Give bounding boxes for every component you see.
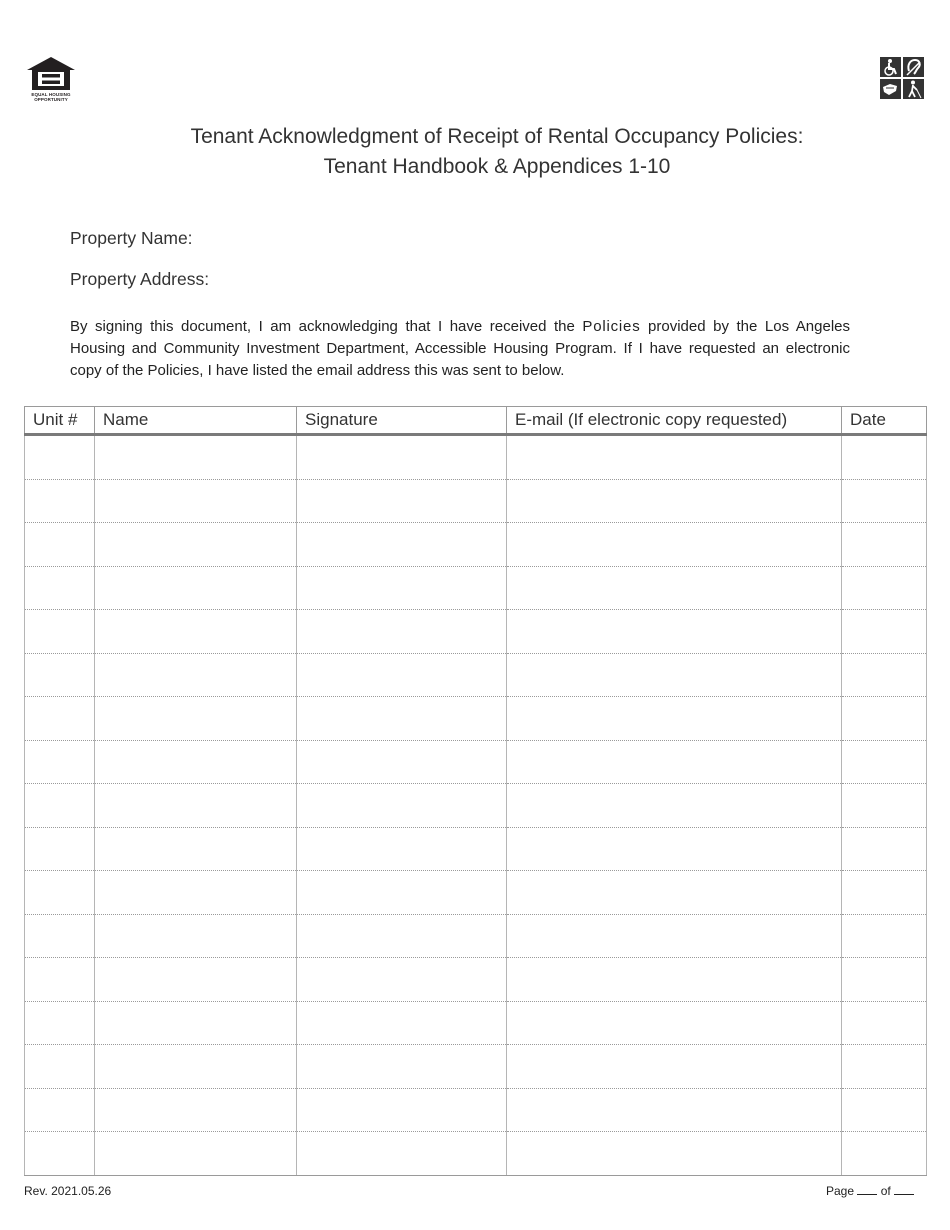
statement-policies-word: Policies [582, 318, 641, 335]
cell-signature[interactable] [297, 784, 507, 828]
revision-label: Rev. 2021.05.26 [24, 1184, 112, 1198]
cell-unit[interactable] [25, 1088, 95, 1132]
cell-unit[interactable] [25, 1132, 95, 1176]
cell-email[interactable] [507, 871, 842, 915]
cell-signature[interactable] [297, 523, 507, 567]
statement-part1: By signing this document, I am acknowledging that I have received the [70, 318, 583, 335]
cell-date[interactable] [842, 914, 927, 958]
table-row [25, 784, 927, 828]
table-row [25, 1088, 927, 1132]
cell-email[interactable] [507, 740, 842, 784]
table-row [25, 523, 927, 567]
table-row [25, 740, 927, 784]
cell-date[interactable] [842, 1132, 927, 1176]
table-row [25, 566, 927, 610]
cell-date[interactable] [842, 784, 927, 828]
cell-unit[interactable] [25, 653, 95, 697]
cell-name[interactable] [95, 914, 297, 958]
cell-unit[interactable] [25, 697, 95, 741]
cell-unit[interactable] [25, 827, 95, 871]
cell-email[interactable] [507, 1045, 842, 1089]
cell-email[interactable] [507, 827, 842, 871]
cell-unit[interactable] [25, 523, 95, 567]
cell-signature[interactable] [297, 566, 507, 610]
acknowledgment-statement [70, 316, 850, 382]
cell-signature[interactable] [297, 610, 507, 654]
cell-email[interactable] [507, 784, 842, 828]
header-date: Date [842, 407, 927, 435]
cell-unit[interactable] [25, 479, 95, 523]
cell-name[interactable] [95, 523, 297, 567]
cell-email[interactable] [507, 1132, 842, 1176]
cell-date[interactable] [842, 566, 927, 610]
table-row [25, 1001, 927, 1045]
cell-signature[interactable] [297, 435, 507, 480]
document-title-line2: Tenant Handbook & Appendices 1-10 [323, 155, 671, 178]
cell-signature[interactable] [297, 914, 507, 958]
cell-date[interactable] [842, 653, 927, 697]
table-row [25, 697, 927, 741]
property-address-label: Property Address: [70, 269, 210, 289]
table-row [25, 871, 927, 915]
cell-email[interactable] [507, 1001, 842, 1045]
cell-date[interactable] [842, 827, 927, 871]
statement-part2: provided by the Los Angeles Housing and Community Investment Department, Accessible Housing Program. If I have requested an electronic copy of the Policies, I have listed the email address this was sent to below. [70, 318, 850, 379]
total-pages-blank[interactable] [894, 1184, 914, 1195]
cell-date[interactable] [842, 479, 927, 523]
cell-email[interactable] [507, 1088, 842, 1132]
cell-email[interactable] [507, 958, 842, 1002]
blind-person-icon [903, 79, 924, 99]
cell-name[interactable] [95, 958, 297, 1002]
table-row [25, 435, 927, 480]
cell-signature[interactable] [297, 958, 507, 1002]
cell-name[interactable] [95, 435, 297, 480]
document-title-line1: Tenant Acknowledgment of Receipt of Rental Occupancy Policies: [190, 125, 804, 148]
cell-name[interactable] [95, 827, 297, 871]
equal-housing-line2: OPPORTUNITY [34, 97, 68, 102]
cell-name[interactable] [95, 1045, 297, 1089]
cell-name[interactable] [95, 740, 297, 784]
accessibility-icons [880, 57, 924, 99]
cell-signature[interactable] [297, 697, 507, 741]
cell-signature[interactable] [297, 1132, 507, 1176]
cell-signature[interactable] [297, 871, 507, 915]
table-row [25, 827, 927, 871]
equal-housing-text [26, 92, 76, 102]
wheelchair-icon [880, 57, 901, 77]
cell-date[interactable] [842, 435, 927, 480]
property-name-label: Property Name: [70, 228, 193, 248]
cell-date[interactable] [842, 871, 927, 915]
page-label: Page [826, 1184, 855, 1198]
cell-signature[interactable] [297, 1001, 507, 1045]
equal-housing-opportunity-logo [26, 56, 76, 104]
cell-unit[interactable] [25, 1045, 95, 1089]
cell-signature[interactable] [297, 1045, 507, 1089]
cell-email[interactable] [507, 914, 842, 958]
cell-name[interactable] [95, 653, 297, 697]
cell-signature[interactable] [297, 653, 507, 697]
table-row [25, 479, 927, 523]
cell-name[interactable] [95, 566, 297, 610]
cell-unit[interactable] [25, 784, 95, 828]
header-email: E-mail (If electronic copy requested) [507, 407, 842, 435]
cell-email[interactable] [507, 479, 842, 523]
sign-language-icon [880, 79, 901, 99]
cell-unit[interactable] [25, 914, 95, 958]
page-number [826, 1184, 914, 1198]
equal-housing-line1: EQUAL HOUSING [31, 92, 71, 97]
table-row [25, 958, 927, 1002]
table-row [25, 653, 927, 697]
cell-name[interactable] [95, 697, 297, 741]
page-blank[interactable] [857, 1184, 877, 1195]
table-header-row [25, 407, 927, 435]
table-row [25, 914, 927, 958]
cell-name[interactable] [95, 1132, 297, 1176]
cell-email[interactable] [507, 523, 842, 567]
cell-signature[interactable] [297, 740, 507, 784]
cell-signature[interactable] [297, 1088, 507, 1132]
house-icon [26, 56, 76, 92]
cell-name[interactable] [95, 479, 297, 523]
cell-unit[interactable] [25, 566, 95, 610]
cell-unit[interactable] [25, 435, 95, 480]
cell-date[interactable] [842, 1045, 927, 1089]
header-name: Name [95, 407, 297, 435]
cell-date[interactable] [842, 958, 927, 1002]
cell-email[interactable] [507, 653, 842, 697]
cell-name[interactable] [95, 1088, 297, 1132]
cell-email[interactable] [507, 566, 842, 610]
header-unit: Unit # [25, 407, 95, 435]
cell-date[interactable] [842, 1001, 927, 1045]
table-row [25, 610, 927, 654]
cell-date[interactable] [842, 523, 927, 567]
cell-name[interactable] [95, 784, 297, 828]
tenant-signature-table [24, 406, 927, 1176]
cell-email[interactable] [507, 610, 842, 654]
cell-unit[interactable] [25, 610, 95, 654]
hearing-icon [903, 57, 924, 77]
cell-unit[interactable] [25, 740, 95, 784]
table-row [25, 1045, 927, 1089]
cell-email[interactable] [507, 435, 842, 480]
cell-date[interactable] [842, 1088, 927, 1132]
cell-date[interactable] [842, 697, 927, 741]
cell-name[interactable] [95, 1001, 297, 1045]
table-body [25, 435, 927, 1176]
header-signature: Signature [297, 407, 507, 435]
cell-date[interactable] [842, 740, 927, 784]
cell-name[interactable] [95, 610, 297, 654]
table-row [25, 1132, 927, 1176]
cell-name[interactable] [95, 871, 297, 915]
cell-signature[interactable] [297, 827, 507, 871]
cell-email[interactable] [507, 697, 842, 741]
cell-unit[interactable] [25, 1001, 95, 1045]
of-label: of [880, 1184, 891, 1198]
cell-signature[interactable] [297, 479, 507, 523]
cell-date[interactable] [842, 610, 927, 654]
cell-unit[interactable] [25, 958, 95, 1002]
cell-unit[interactable] [25, 871, 95, 915]
